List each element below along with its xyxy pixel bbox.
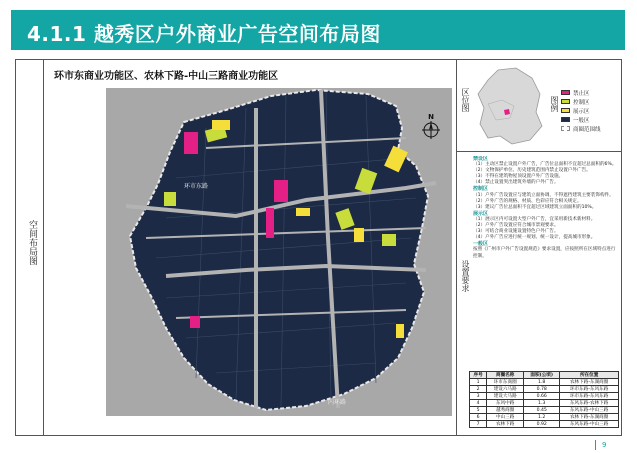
page-number: 9 <box>602 441 607 449</box>
location-map-label: 区位图 <box>461 88 470 112</box>
table-row <box>470 400 619 407</box>
legend-swatch <box>561 126 570 131</box>
legend-item <box>561 106 619 115</box>
req-line: （2）户外广告设置应符合城市景观要求。 <box>473 223 559 229</box>
district-area <box>130 90 428 410</box>
table-cell: 0.78 <box>524 386 560 393</box>
table-cell: 环市东路-东风东路 <box>560 393 619 400</box>
table-cell: 越秀商圈 <box>487 407 524 414</box>
table-cell: 4 <box>470 400 487 407</box>
req-heading: 展示区 <box>473 210 489 217</box>
svg-text:N: N <box>428 113 434 121</box>
map-canvas <box>106 88 452 416</box>
location-legend-row <box>457 60 621 152</box>
table-cell: 0.45 <box>524 407 560 414</box>
table-cell: 东风中路 <box>487 400 524 407</box>
stats-table <box>469 371 619 428</box>
legend <box>561 88 619 133</box>
table-cell: 1.8 <box>524 379 560 386</box>
road-label-huanshi: 环市东路 <box>184 183 209 190</box>
content-frame <box>15 59 622 436</box>
requirements-text <box>473 156 619 368</box>
table-cell: 环市东商圈 <box>487 379 524 386</box>
restricted-zone <box>382 234 396 246</box>
expanded-zone <box>354 228 364 242</box>
legend-swatch <box>561 117 570 122</box>
table-cell: 1.2 <box>524 414 560 421</box>
prohibited-zone <box>266 208 274 238</box>
req-line: （2）户外广告的规格、材质、色彩应符合相关规定。 <box>473 198 582 204</box>
legend-swatch <box>561 108 570 113</box>
req-line: （1）户外广告设置应与建筑立面协调，不得遮挡建筑主要装饰构件。 <box>473 192 614 198</box>
table-cell: 1.3 <box>524 400 560 407</box>
table-header: 面积(公顷) <box>524 372 560 379</box>
legend-label: 图例 <box>550 96 559 112</box>
req-line: （3）建议广告位总面积不宜超过区域建筑立面面积的10%。 <box>473 204 597 210</box>
table-cell: 中山三路 <box>487 414 524 421</box>
table-row <box>470 379 619 386</box>
table-cell: 3 <box>470 393 487 400</box>
legend-item <box>561 88 619 97</box>
legend-swatch <box>561 90 570 95</box>
table-header: 序号 <box>470 372 487 379</box>
table-cell: 6 <box>470 414 487 421</box>
req-line: 按照《广州市户外广告设置规范》要求设置，应按照所在区域特点进行控制。 <box>473 247 616 259</box>
req-heading: 一般区 <box>473 241 489 248</box>
req-line: （2）文物保护单位、历史建筑范围内禁止设置户外广告。 <box>473 168 591 174</box>
table-header-row <box>470 372 619 379</box>
page-title: 4.1.1 越秀区户外商业广告空间布局图 <box>27 22 381 46</box>
page-number-divider <box>595 440 596 450</box>
table-cell: 环市东路-东风东路 <box>560 386 619 393</box>
table-cell: 0.66 <box>524 393 560 400</box>
title-bar <box>11 10 625 50</box>
table-header: 所在位置 <box>560 372 619 379</box>
legend-item-label: 一般区 <box>573 117 590 124</box>
road-label-inner-ring: 内环路 <box>328 399 347 406</box>
table-row <box>470 386 619 393</box>
legend-item <box>561 115 619 124</box>
right-column <box>457 60 621 435</box>
table-row <box>470 407 619 414</box>
restricted-zone <box>164 192 176 206</box>
requirements-label: 设置要求 <box>461 260 470 292</box>
prohibited-zone <box>274 180 288 202</box>
legend-item <box>561 97 619 106</box>
expanded-zone <box>396 324 404 338</box>
map-panel <box>44 60 457 435</box>
location-map <box>474 64 546 148</box>
table-cell: 东风东路-中山三路 <box>560 407 619 414</box>
table-cell: 农林下路-东湖商圈 <box>560 414 619 421</box>
district-map[interactable] <box>106 88 452 416</box>
req-line: （1）主动区禁止设置户外广告，广告位总面积不宜超过总面积的6%。 <box>473 162 617 168</box>
table-cell: 0.92 <box>524 421 560 428</box>
req-heading: 控制区 <box>473 186 489 193</box>
north-arrow-icon <box>420 112 442 140</box>
req-line: （3）不得在建筑物屋顶设置户外广告设施。 <box>473 174 564 180</box>
table-cell: 7 <box>470 421 487 428</box>
legend-item <box>561 124 619 133</box>
table-row <box>470 414 619 421</box>
req-heading: 禁设区 <box>473 156 489 162</box>
req-line: （4）户外广告应进行统一规划、统一设计，提高城市形象。 <box>473 235 596 241</box>
req-line: （1）展示区内可设置大型户外广告，宜采用新技术新材料。 <box>473 216 596 222</box>
table-cell: 农林下路-东湖商圈 <box>560 379 619 386</box>
map-subtitle: 环市东商业功能区、农林下路-中山三路商业功能区 <box>54 71 279 82</box>
legend-item-label: 禁止区 <box>573 90 590 97</box>
table-cell: 1 <box>470 379 487 386</box>
table-header: 商圈名称 <box>487 372 524 379</box>
table-row <box>470 421 619 428</box>
expanded-zone <box>212 120 230 130</box>
table-cell: 东风东路-中山三路 <box>560 421 619 428</box>
table-cell: 建设大马路 <box>487 393 524 400</box>
legend-item-label: 展示区 <box>573 108 590 115</box>
req-line: （3）可结合商业设施设置特色户外广告。 <box>473 229 559 235</box>
prohibited-zone <box>190 316 200 328</box>
req-line: （4）禁止设置突出建筑外墙的户外广告。 <box>473 180 559 186</box>
prohibited-zone <box>184 132 198 154</box>
legend-item-label: 商圈范围线 <box>573 126 601 133</box>
table-cell: 2 <box>470 386 487 393</box>
table-cell: 5 <box>470 407 487 414</box>
table-cell: 农林下路 <box>487 421 524 428</box>
layout-map-label: 空间布局图 <box>27 220 37 265</box>
left-column <box>16 60 44 435</box>
legend-item-label: 控制区 <box>573 99 590 106</box>
legend-swatch <box>561 99 570 104</box>
table-cell: 建设六马路 <box>487 386 524 393</box>
expanded-zone <box>296 208 310 216</box>
table-row <box>470 393 619 400</box>
table-cell: 东风东路-农林下路 <box>560 400 619 407</box>
